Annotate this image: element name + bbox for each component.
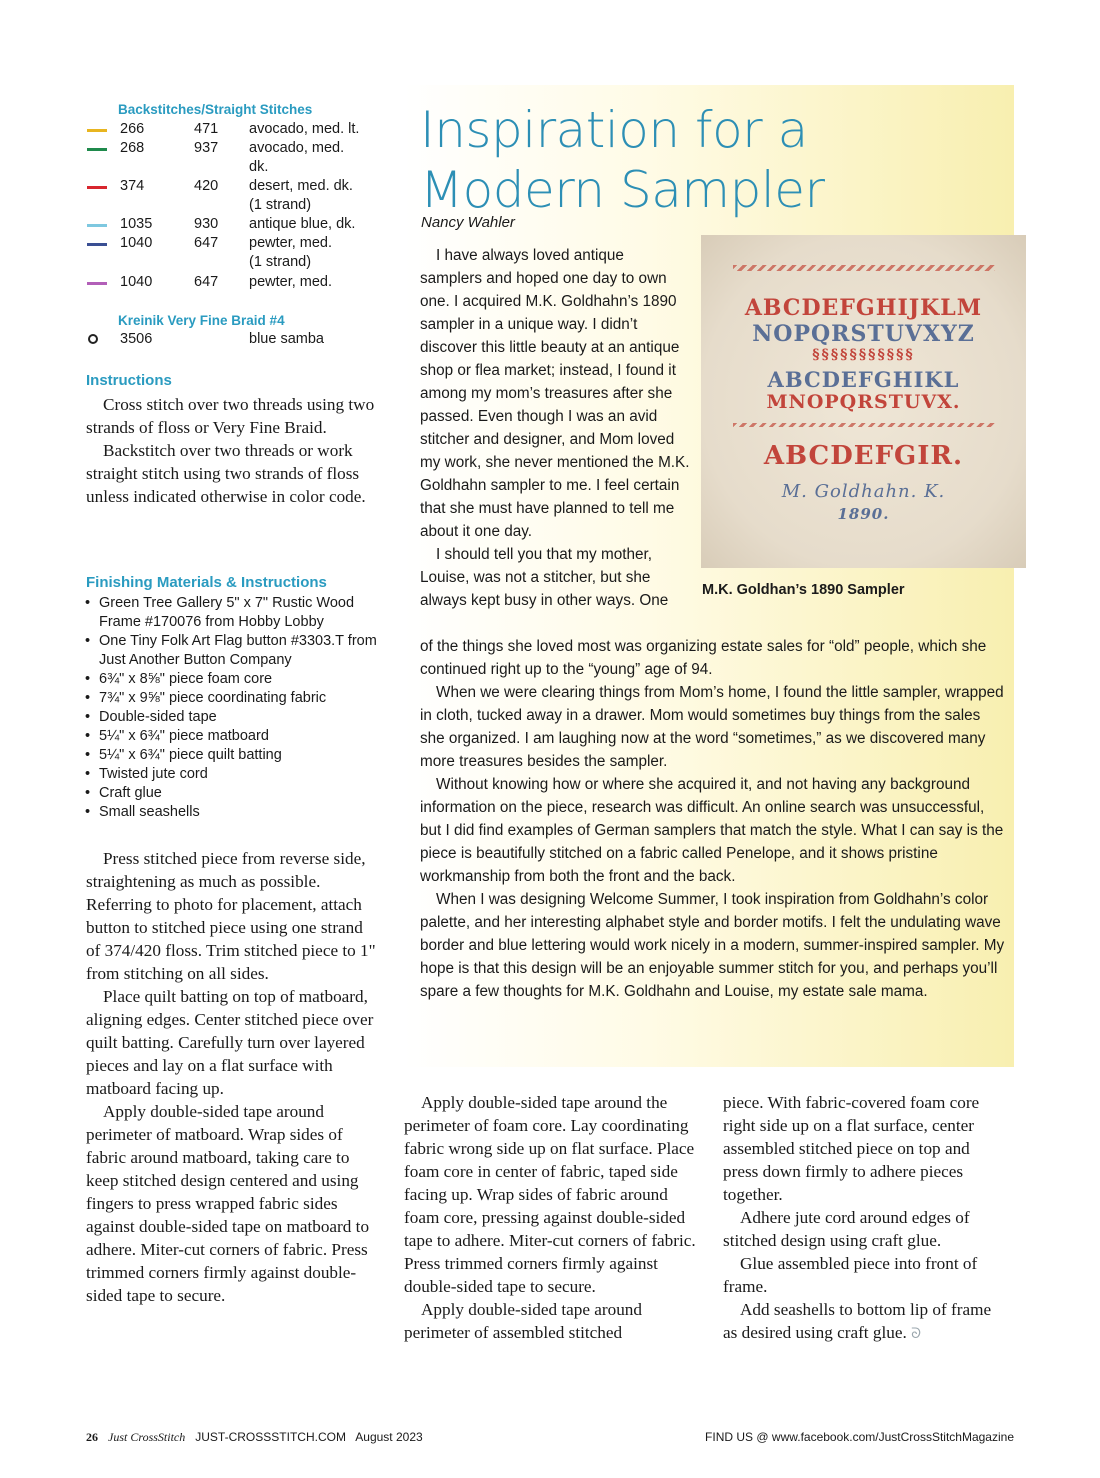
paragraph: Cross stitch over two threads using two strands of floss or Very Fine Braid.: [86, 395, 375, 437]
footer-social: FIND US @ www.facebook.com/JustCrossStitchMagazine: [705, 1430, 1014, 1444]
paragraph: Apply double-sided tape around perimeter of assembled stitched: [404, 1300, 642, 1342]
braid-symbol-icon: [88, 334, 98, 344]
paragraph: Apply double-sided tape around perimeter of matboard. Wrap sides of fabric around matboard, taking care to keep stitched design centered and using fingers to press wrapped fabric sides against double-sided tape on matboard to adhere. Miter-cut corners of fabric. Press trimmed corners firmly against double-sided tape to secure.: [86, 1102, 370, 1305]
color-swatch: [87, 186, 107, 189]
list-item: • One Tiny Folk Art Flag button #3303.T from Just Another Button Company: [85, 632, 385, 670]
finishing-steps-left: [86, 847, 378, 1307]
legend-color-name: antique blue, dk.: [249, 216, 356, 232]
sampler-line: ABCDEFGHIKL: [767, 367, 960, 392]
legend-code-1: 266: [120, 121, 145, 137]
article-text-narrow: [420, 244, 690, 612]
sampler-photo: [701, 235, 1026, 568]
sampler-line: ABCDEFGHIJKLM: [744, 295, 983, 321]
instructions-text: [86, 393, 378, 508]
paragraph: I have always loved antique samplers and hoped one day to own one. I acquired M.K. Goldhahn’s 1890 sampler in a unique way. I didn’t discover this little beauty at an antique shop or flea market; instead, I found it among my mom’s treasures after she passed. Even though I was an avid stitcher and designer, and Mom loved my work, she never mentioned the M.K. Goldhahn sampler to me. I feel certain that she must have planned to tell me about it one day.: [420, 247, 690, 540]
finishing-steps-right: [723, 1091, 1008, 1346]
color-swatch: [87, 148, 107, 151]
legend-color-extra: (1 strand): [249, 197, 312, 213]
legend-code-1: 1035: [120, 216, 153, 232]
paragraph: When we were clearing things from Mom’s home, I found the little sampler, wrapped in cloth, tucked away in a drawer. Mom would sometimes buy things from the sales she organized. I am laughing now at the word “sometimes,” as we discovered many more treasures besides the sampler.: [420, 684, 1004, 770]
list-item: • 6¾" x 8⅝" piece foam core: [85, 670, 385, 689]
legend-code-2: 647: [194, 235, 219, 251]
color-swatch: [87, 224, 107, 227]
paragraph: Place quilt batting on top of matboard, aligning edges. Center stitched piece over quilt batting. Carefully turn over layered pieces and lay on a flat surface with matboard facing up.: [86, 987, 374, 1098]
legend-color-extra: (1 strand): [249, 254, 312, 270]
list-item: • Green Tree Gallery 5" x 7" Rustic Wood Frame #170076 from Hobby Lobby: [85, 594, 385, 632]
legend-color-name: pewter, med.: [249, 274, 333, 290]
legend-code-2: 937: [194, 140, 219, 156]
paragraph: I should tell you that my mother, Louise, was not a stitcher, but she always kept busy in other ways. One: [420, 546, 669, 609]
legend-code-1: 374: [120, 178, 145, 194]
legend-code-2: 471: [194, 121, 219, 137]
zigzag-border: [733, 265, 995, 271]
sampler-line: §§§§§§§§§§§: [812, 347, 915, 363]
footer-left: [86, 1430, 423, 1445]
list-item: • 5¼" x 6¾" piece matboard: [85, 727, 385, 746]
list-item: • 7¾" x 9⅝" piece coordinating fabric: [85, 689, 385, 708]
sampler-line: NOPQRSTUVXYZ: [752, 321, 975, 347]
legend-color-name: avocado, med.: [249, 140, 345, 156]
sampler-line: 1890.: [837, 505, 890, 523]
article-author: Nancy Wahler: [421, 214, 515, 231]
paragraph: Adhere jute cord around edges of stitched design using craft glue.: [723, 1208, 970, 1250]
list-item: • 5¼" x 6¾" piece quilt batting: [85, 746, 385, 765]
list-item: • Craft glue: [85, 784, 385, 803]
photo-caption: M.K. Goldhan’s 1890 Sampler: [702, 582, 905, 598]
article-text-wide: [420, 635, 1005, 1003]
legend-code-2: 420: [194, 178, 219, 194]
paragraph: piece. With fabric-covered foam core right side up on a flat surface, center assembled stitched piece on top and press down firmly to adhere pieces together.: [723, 1093, 980, 1204]
sampler-line: MNOPQRSTUVX.: [766, 391, 961, 413]
sampler-line: M. Goldhahn. K.: [781, 481, 946, 502]
color-swatch: [87, 243, 107, 246]
finishing-heading: Finishing Materials & Instructions: [86, 574, 327, 591]
backstitch-heading: Backstitches/Straight Stitches: [118, 102, 313, 117]
paragraph: Without knowing how or where she acquired it, and not having any background information on the piece, research was difficult. An online search was unsuccessful, but I did find examples of German samplers that match the style. What I can say is the piece is beautifully stitched on a fabric called Penelope, and it shows pristine workmanship from both the front and the back.: [420, 776, 1004, 885]
paragraph: of the things she loved most was organizing estate sales for “old” people, which she continued right up to the “young” age of 94.: [420, 638, 987, 678]
website: JUST-CROSSSTITCH.COM: [195, 1430, 346, 1444]
instructions-heading: Instructions: [86, 372, 172, 389]
list-item: • Double-sided tape: [85, 708, 385, 727]
paragraph: Press stitched piece from reverse side, straightening as much as possible. Referring to photo for placement, attach button to stitched piece using one strand of 374/420 floss. Trim stitched piece to 1" from stitching on all sides.: [86, 849, 376, 983]
materials-list: [85, 594, 385, 822]
list-item: • Twisted jute cord: [85, 765, 385, 784]
color-swatch: [87, 282, 107, 285]
sampler-line: ABCDEFGIR.: [763, 441, 964, 471]
legend-color-name: desert, med. dk.: [249, 178, 353, 194]
color-swatch: [87, 129, 107, 132]
paragraph: Add seashells to bottom lip of frame as desired using craft glue. ᘐ: [723, 1300, 992, 1342]
issue-date: August 2023: [355, 1430, 423, 1444]
legend-color-name: avocado, med. lt.: [249, 121, 360, 137]
legend-color-name: blue samba: [249, 331, 324, 347]
finishing-steps-middle: [404, 1091, 698, 1344]
end-mark-icon: ᘐ: [911, 1327, 921, 1342]
legend-color-name: pewter, med.: [249, 235, 333, 251]
legend-code-1: 268: [120, 140, 145, 156]
legend-code-2: 930: [194, 216, 219, 232]
paragraph: Apply double-sided tape around the perimeter of foam core. Lay coordinating fabric wrong side up on flat surface. Place foam core in center of fabric, taped side facing up. Wrap sides of fabric around foam core, pressing against double-sided tape to adhere. Miter-cut corners of fabric. Press trimmed corners firmly against double-sided tape to secure.: [404, 1093, 696, 1296]
kreinik-heading: Kreinik Very Fine Braid #4: [118, 313, 285, 328]
magazine-name: Just CrossStitch: [108, 1430, 186, 1444]
legend-code-1: 1040: [120, 235, 153, 251]
legend-code-1: 3506: [120, 331, 153, 347]
zigzag-border: [733, 423, 995, 427]
article-title: Inspiration for a Modern Sampler: [420, 101, 825, 219]
legend-code-1: 1040: [120, 274, 153, 290]
paragraph: When I was designing Welcome Summer, I took inspiration from Goldhahn’s color palette, and her interesting alphabet style and border motifs. I felt the undulating wave border and blue lettering would work nicely in a modern, summer-inspired sampler. My hope is that this design will be an enjoyable summer stitch for you, and perhaps you’ll spare a few thoughts for M.K. Goldhahn and Louise, my estate sale mama.: [420, 891, 1005, 1000]
list-item: • Small seashells: [85, 803, 385, 822]
paragraph: Backstitch over two threads or work straight stitch using two strands of floss unless indicated otherwise in color code.: [86, 441, 366, 506]
legend-code-2: 647: [194, 274, 219, 290]
page-number: 26: [86, 1430, 98, 1444]
paragraph: Glue assembled piece into front of frame.: [723, 1254, 978, 1296]
legend-color-extra: dk.: [249, 159, 269, 175]
